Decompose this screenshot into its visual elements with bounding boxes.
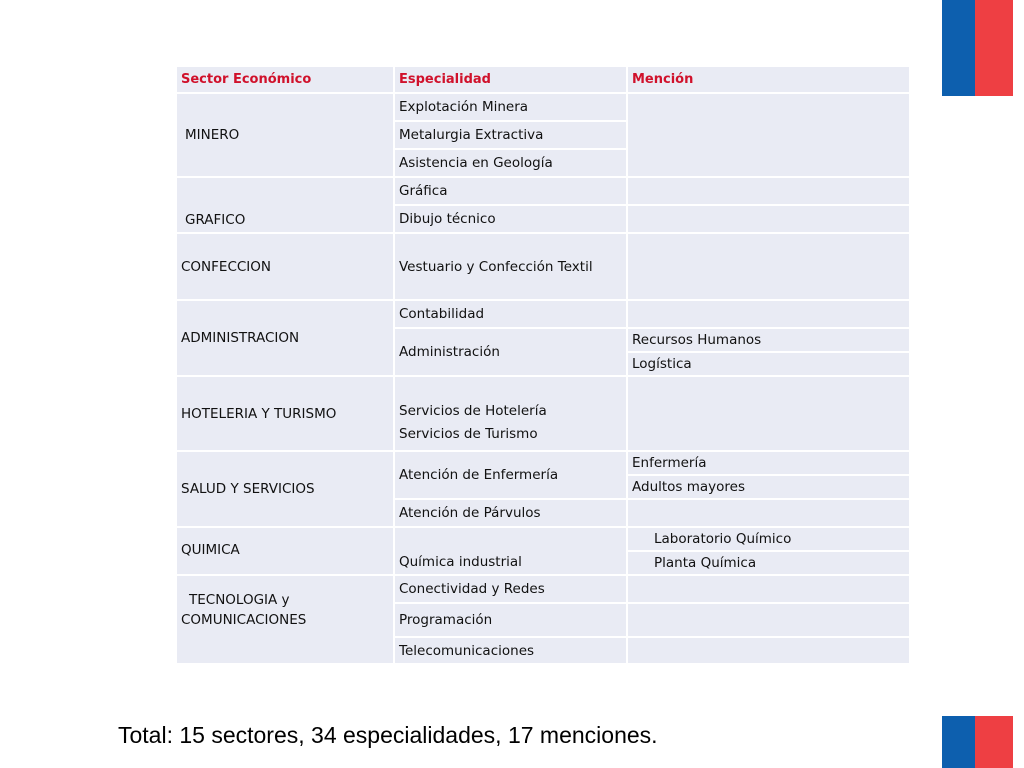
especialidad-cell: Atención de Párvulos [394,499,627,527]
mencion-cell [627,637,910,664]
especialidad-cell: Telecomunicaciones [394,637,627,664]
especialidad-cell: Conectividad y Redes [394,575,627,603]
especialidad-cell: Programación [394,603,627,637]
mencion-cell [627,575,910,603]
especialidad-line: Servicios de Hotelería [399,403,547,419]
sector-cell: ADMINISTRACION [176,300,394,376]
mencion-cell [627,603,910,637]
especialidad-cell: Explotación Minera [394,93,627,121]
especialidad-cell: Asistencia en Geología [394,149,627,177]
flag-blue-stripe [942,716,975,768]
sector-cell: GRAFICO [176,177,394,233]
mencion-cell: Enfermería [627,451,910,475]
especialidad-cell [394,376,627,451]
mencion-cell [627,499,910,527]
table-row [176,575,910,603]
mencion-cell: Recursos Humanos [627,328,910,352]
mencion-cell [627,93,910,177]
especialidad-cell: Metalurgia Extractiva [394,121,627,149]
especialidad-cell: Contabilidad [394,300,627,328]
especialidad-cell: Gráfica [394,177,627,205]
sector-cell [176,575,394,664]
flag-decoration-top [942,0,1013,96]
sector-cell: HOTELERIA Y TURISMO [176,376,394,451]
table-row [176,527,910,551]
sector-line: TECNOLOGIA y [189,592,290,608]
flag-red-stripe [975,716,1013,768]
especialidad-cell: Química industrial [394,527,627,575]
especialidad-cell: Administración [394,328,627,376]
table-row [176,451,910,475]
table-row [176,93,910,121]
mencion-cell [627,300,910,328]
especialidad-line: Servicios de Turismo [399,426,538,442]
sector-cell: SALUD Y SERVICIOS [176,451,394,527]
total-summary: Total: 15 sectores, 34 especialidades, 17 menciones. [118,722,658,748]
sector-cell: QUIMICA [176,527,394,575]
sector-line: COMUNICACIONES [181,612,307,628]
especialidad-cell: Vestuario y Confección Textil [394,233,627,300]
mencion-cell [627,376,910,451]
table-row [176,233,910,300]
mencion-cell: Adultos mayores [627,475,910,499]
table-row [176,376,910,451]
flag-red-stripe [975,0,1013,96]
flag-decoration-bottom [942,716,1013,768]
especialidad-cell: Dibujo técnico [394,205,627,233]
header-mencion: Mención [627,66,910,93]
header-sector: Sector Económico [176,66,394,93]
sector-cell: CONFECCION [176,233,394,300]
table-row [176,177,910,205]
header-row [176,66,910,93]
header-especialidad: Especialidad [394,66,627,93]
especialidad-cell: Atención de Enfermería [394,451,627,499]
sector-cell: MINERO [176,93,394,177]
specialties-table [175,65,911,665]
mencion-cell: Laboratorio Químico [627,527,910,551]
mencion-cell [627,177,910,205]
mencion-cell [627,233,910,300]
mencion-cell [627,205,910,233]
table-row [176,300,910,328]
mencion-cell: Planta Química [627,551,910,575]
flag-blue-stripe [942,0,975,96]
mencion-cell: Logística [627,352,910,376]
